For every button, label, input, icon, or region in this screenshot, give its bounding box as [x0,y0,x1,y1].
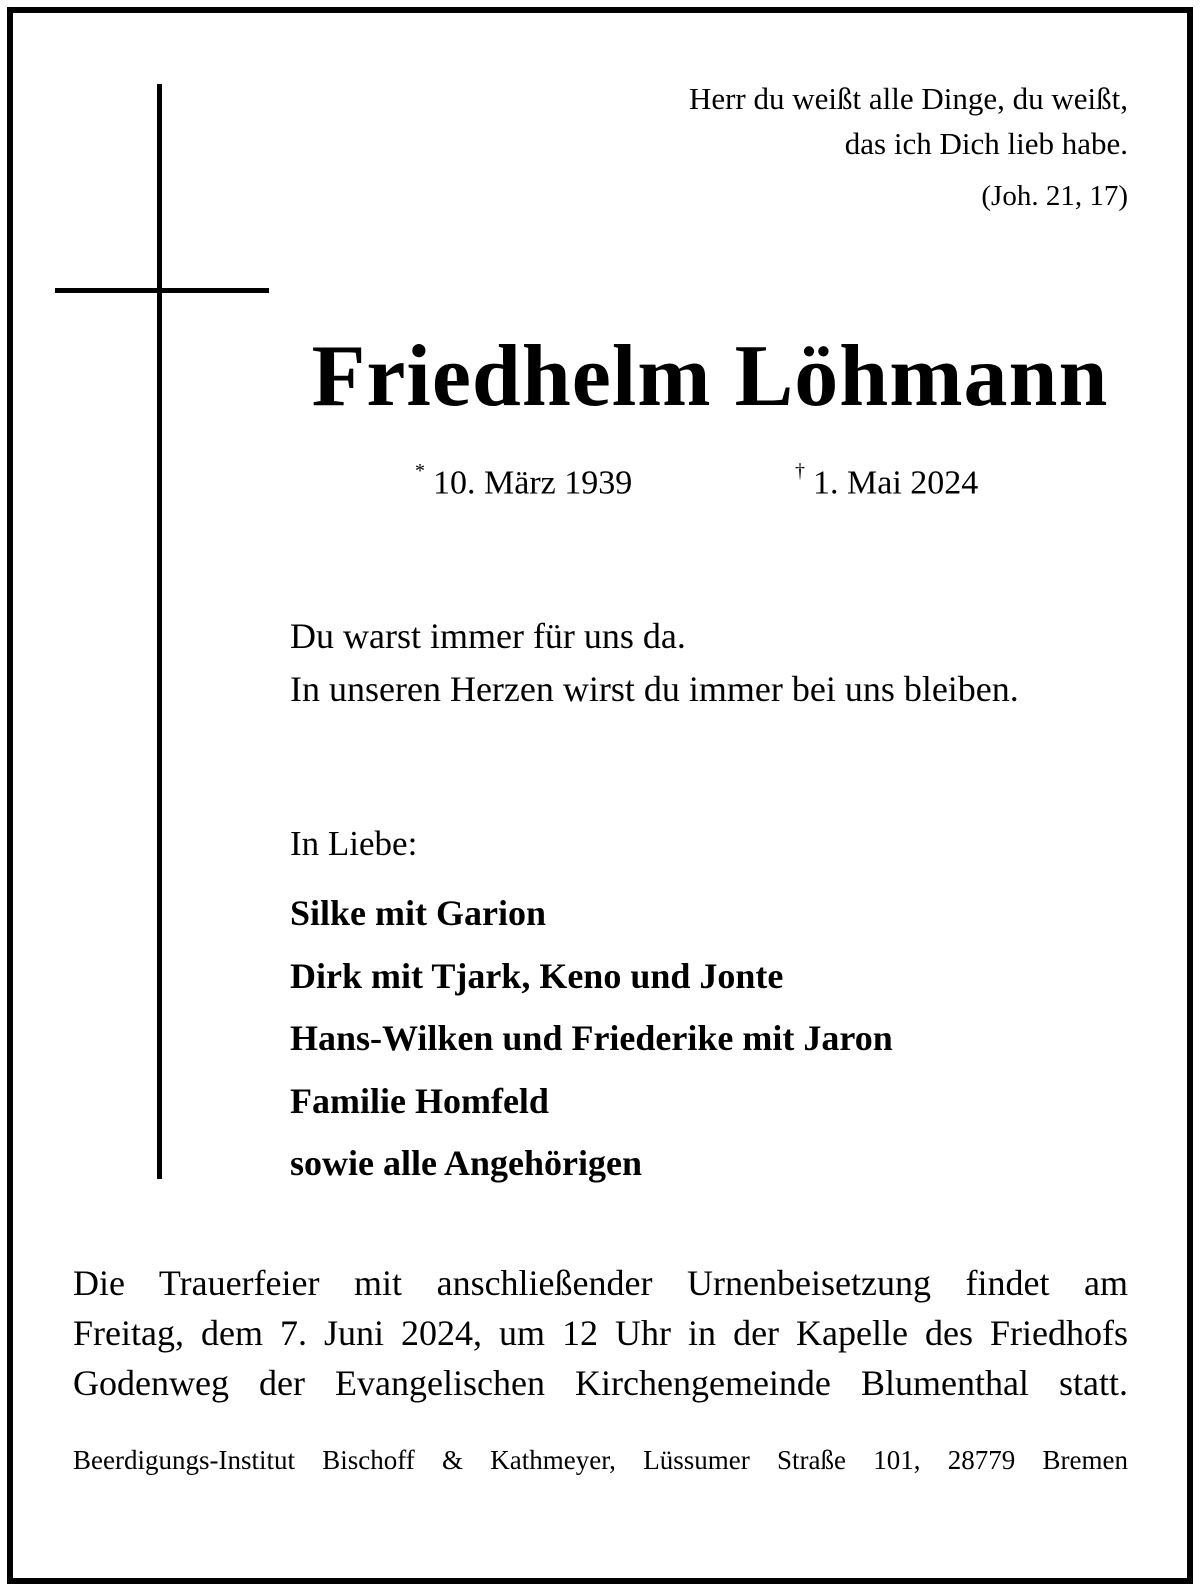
verse-line-1: Herr du weißt alle Dinge, du weißt, [688,81,1128,116]
birth-symbol: * [415,460,425,482]
service-line-3: Godenweg der Evangelischen Kirchengemeinde Blumenthal statt. [73,1363,1128,1403]
mourner-name: Hans-Wilken und Friederike mit Jaron [290,1018,893,1058]
death-date [795,455,978,503]
verse-reference: (Joh. 21, 17) [981,180,1128,212]
verse-line-2: das ich Dich lieb habe. [844,126,1128,161]
quote-line-2: In unseren Herzen wirst du immer bei uns bleiben. [290,669,1019,709]
cross-horizontal-bar [55,288,269,293]
memorial-quote [290,610,1019,716]
mourners-intro: In Liebe: [290,824,418,863]
quote-line-1: Du warst immer für uns da. [290,616,686,656]
cross-vertical-bar [157,84,162,1179]
mourner-name: Silke mit Garion [290,893,547,933]
service-line-1: Die Trauerfeier mit anschließender Urnenbeisetzung findet am [73,1263,1128,1303]
death-symbol: † [795,460,805,482]
funeral-home: Beerdigungs-Institut Bischoff & Kathmeyer, Lüssumer Straße 101, 28779 Bremen [73,1445,1128,1475]
birth-date [415,455,632,503]
service-line-2: Freitag, dem 7. Juni 2024, um 12 Uhr in der Kapelle des Friedhofs [73,1313,1128,1353]
mourner-name: Dirk mit Tjark, Keno und Jonte [290,955,784,996]
service-details [73,1258,1128,1408]
mourner-name: Familie Homfeld [290,1080,549,1121]
death-date-text: 1. Mai 2024 [813,464,979,502]
mourner-name: sowie alle Angehörigen [290,1143,642,1183]
birth-date-text: 10. März 1939 [433,464,633,502]
deceased-name: Friedhelm Löhmann [311,328,1109,425]
bible-verse [428,76,1128,219]
mourners-list [290,882,893,1195]
